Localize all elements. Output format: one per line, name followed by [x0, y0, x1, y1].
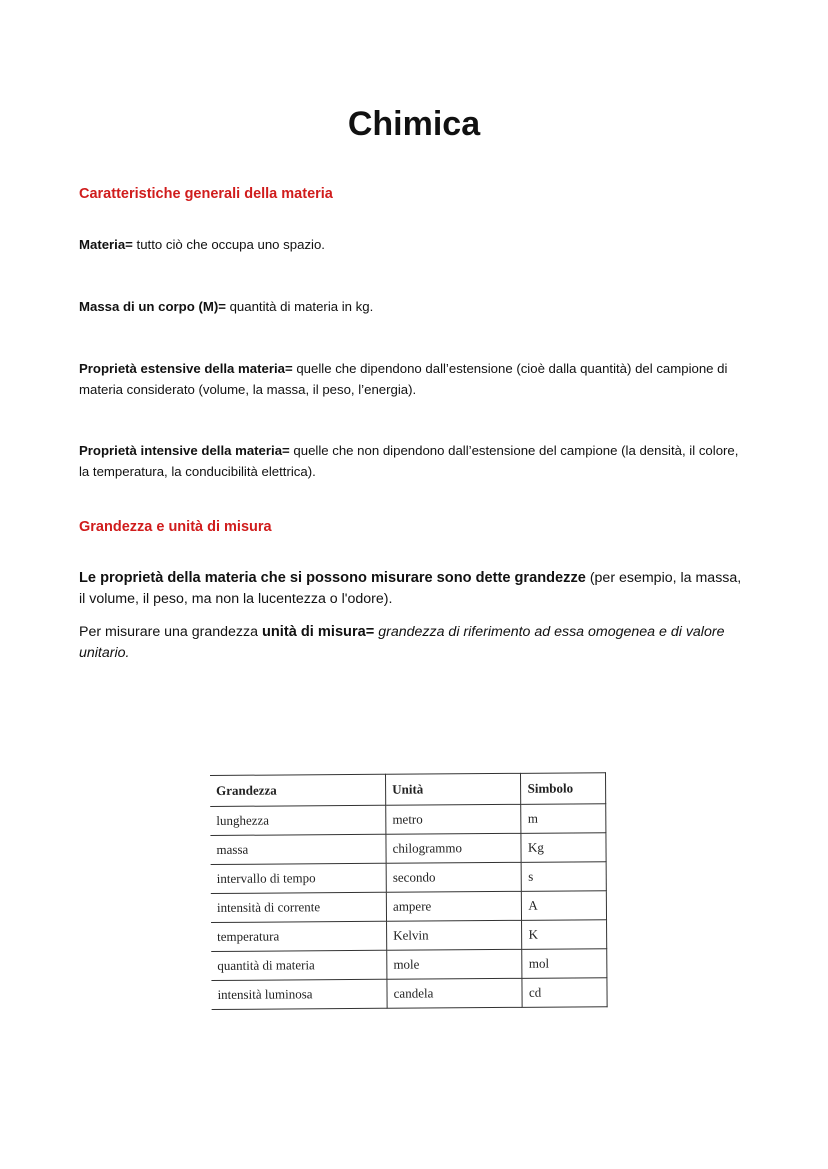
- cell-simbolo: mol: [522, 949, 607, 979]
- definition-estensive: [79, 359, 751, 400]
- cell-simbolo: Kg: [521, 833, 606, 863]
- cell-unita: metro: [386, 804, 522, 834]
- units-table: [210, 772, 608, 1010]
- table-row: [211, 920, 607, 952]
- cell-grandezza: quantità di materia: [211, 950, 387, 980]
- definition-text: (per esempio, la massa, il volume, il peso, ma non la lucentezza o l'odore).: [79, 570, 742, 607]
- definition-unita: [79, 622, 751, 664]
- table-row: [211, 862, 607, 894]
- cell-unita: secondo: [386, 862, 522, 892]
- cell-unita: mole: [387, 949, 523, 979]
- term-massa: Massa di un corpo (M)=: [79, 299, 226, 314]
- table-row: [211, 949, 607, 981]
- unita-intro: Per misurare una grandezza: [79, 624, 262, 640]
- definition-materia: [79, 235, 751, 256]
- section-heading-materia: Caratteristiche generali della materia: [79, 186, 333, 202]
- cell-simbolo: A: [522, 891, 607, 921]
- cell-grandezza: intensità luminosa: [211, 979, 387, 1009]
- cell-simbolo: K: [522, 920, 607, 950]
- definition-text: quelle che dipendono dall’estensione (cioè dalla quantità) del campione di materia considerato (volume, la massa, il peso, l’energia).: [79, 361, 728, 397]
- definition-grandezze: [79, 568, 751, 610]
- cell-unita: candela: [387, 978, 523, 1008]
- table-header-row: [210, 773, 606, 807]
- definition-text: quelle che non dipendono dall’estensione del campione (la densità, il colore, la temperatura, la conducibilità elettrica).: [79, 443, 739, 479]
- cell-unita: chilogrammo: [386, 833, 522, 863]
- definition-intensive: [79, 441, 751, 482]
- cell-unita: ampere: [386, 891, 522, 921]
- page-title: Chimica: [347, 105, 481, 143]
- units-table-image: [210, 772, 608, 1009]
- header-grandezza: Grandezza: [210, 774, 386, 806]
- section-heading-grandezze: Grandezza e unità di misura: [79, 519, 272, 535]
- definition-text: quantità di materia in kg.: [225, 299, 374, 314]
- term-unita: unità di misura=: [261, 624, 375, 640]
- term-estensive: Proprietà estensive della materia=: [79, 361, 293, 376]
- cell-simbolo: cd: [522, 978, 607, 1008]
- header-unita: Unità: [386, 773, 522, 805]
- term-intensive: Proprietà intensive della materia=: [79, 443, 290, 458]
- cell-simbolo: s: [522, 862, 607, 892]
- table-row: [211, 978, 607, 1010]
- cell-grandezza: temperatura: [211, 921, 387, 951]
- table-row: [211, 891, 607, 923]
- cell-unita: Kelvin: [387, 920, 523, 950]
- header-simbolo: Simbolo: [521, 773, 606, 805]
- cell-simbolo: m: [521, 804, 606, 834]
- cell-grandezza: lunghezza: [210, 805, 386, 835]
- term-grandezze: Le proprietà della materia che si possono misurare sono dette grandezze: [79, 570, 586, 586]
- cell-grandezza: massa: [210, 834, 386, 864]
- term-materia: Materia=: [79, 237, 133, 252]
- table-row: [210, 804, 606, 836]
- definition-massa: [79, 297, 751, 318]
- cell-grandezza: intensità di corrente: [211, 892, 387, 922]
- table-row: [210, 833, 606, 865]
- cell-grandezza: intervallo di tempo: [211, 863, 387, 893]
- definition-text: tutto ciò che occupa uno spazio.: [132, 237, 325, 252]
- unita-definition: grandezza di riferimento ad essa omogenea e di valore unitario.: [79, 624, 725, 661]
